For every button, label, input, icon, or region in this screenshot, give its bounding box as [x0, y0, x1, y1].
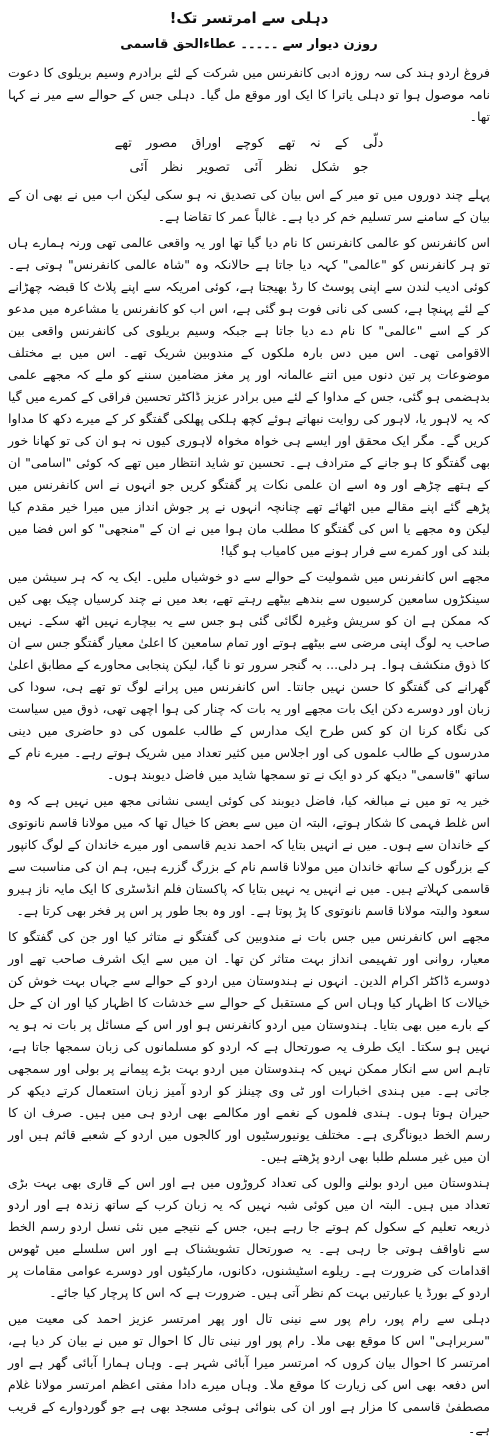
paragraph: ہندوستان میں اردو بولنے والوں کی تعداد کروڑوں میں ہے اور اس کے قاری بھی بہت بڑی تعداد میں ہیں۔ البتہ ان میں کوئی شبہ نہیں کہ یہ زبان کرب کے ساتھ زندہ ہے اور اردو ذریعہ تعلیم کے سکول کم ہوتے جا رہے ہیں، جس کے نتیجے میں نئی نسل اردو رسم الخط سے ناواقف ہوتی جا رہی ہے۔ یہ صورتحال تشویشناک ہے اور اس سلسلے میں ٹھوس اقدامات کی ضرورت ہے۔ ریلوے اسٹیشنوں، دکانوں، مارکیٹوں اور دوسرے عوامی مقامات پر اردو کے بورڈ یا عبارتیں بہت کم نظر آتی ہیں۔ ضرورت ہے کہ اس کا پرچار کیا جائے۔: [8, 1175, 490, 1300]
poem-line-1: دلّی کے نہ تھے کوچے اوراق مصور تھے: [114, 136, 384, 151]
byline: [8, 34, 490, 56]
paragraph: اس کانفرنس کو عالمی کانفرنس کا نام دیا گیا تھا اور یہ واقعی عالمی تھی ورنہ ہمارے ہاں تو ہر کانفرنس کو "عالمی" کہہ دیا جاتا ہے حالانکہ وہ "شاہ عالمی کانفرنس" ہوتی ہے۔ کوئی ادیب لندن سے اپنی پوسٹ کا رڈ بھیجتا ہے، کوئی امریکہ سے اپنے پلاٹ کا قبضہ چھڑانے کے لئے پہنچا ہے، کسی کی نانی فوت ہو گئی ہے، اس اب کو کانفرنس یا مشاعرہ میں مدعو کر کے اسے "عالمی" کا نام دے دیا جاتا ہے جبکہ وسیم بریلوی کی کانفرنس واقعی بین الاقوامی تھی۔ اس میں دس بارہ ملکوں کے مندوبین شریک تھے۔ اس میں بے مختلف موضوعات پر تین دنوں میں اتنے عالمانہ اور پر مغز مضامین سننے کو ملے کہ مجھے علمی بدہضمی ہو گئی، جس کے مداوا کے لئے میں برادر عزیز ڈاکٹر تحسین فراقی کے کمرے میں گیا کہ یہ لاہور یا، لاہور کی روایت نبھاتے ہوئے کچھ ہلکی پھلکی گفتگو کر کے میرے دکھ کا مداوا کریں گے۔ مگر ایک محقق اور ایسے ہی خواہ مخواہ لاہوری کیوں نہ ہو ان کی تو کھانا خور بھی گفتگو کا ہو جانے کے مترادف ہے۔ تحسین تو شاید انتظار میں تھے کہ کوئی "اسامی" ان کے ہتھے چڑھے اور وہ اسے ان علمی نکات پر گفتگو کریں جو انہوں نے اس کانفرنس میں پڑھے گئے اپنے مقالے میں اٹھائے تھے چنانچہ انہوں نے پر جوش انداز میں میرا خیر مقدم کیا لیکن وہ مجھے یا اس کی گفتگو کا مطلب مان ہوا میں نے ان کے "منجھی" کو اس فضا میں بلند کی اور کمرے سے فرار ہونے میں کامیاب ہو گیا!: [8, 235, 490, 558]
author-name: عطاءالحق قاسمی: [120, 37, 237, 52]
poem-line-2: جو شکل نظر آئی تصویر نظر آئی: [129, 160, 369, 175]
paragraph: مجھے اس کانفرنس میں شمولیت کے حوالے سے دو خوشیاں ملیں۔ ایک یہ کہ ہر سیشن میں سینکڑوں سامعین کرسیوں سے بندھے بیٹھے رہتے تھے، بعد میں نے چند کرسیاں چیک بھی کیں کہ ممکن ہے ان کو سریش وغیرہ لگائی گئی ہو جس سے یہ بیچارے نہیں اٹھ سکے۔ نہیں صاحب یہ لوگ اپنی مرضی سے بیٹھے ہوتے اور تمام سامعین کا اعلیٰ معیار گفتگو جس سے ان کا ذوق منکشف ہوا۔ ہر دلی... بہ گنجر سرور تو نا گیا، لیکن پنجابی محاورے کے مطابق اعلیٰ گھرانے کی گفتگو کا حسن نہیں جانتا۔ اس کانفرنس میں پرانے لوگ تو تھے ہی، سودا کی زبان اور دوسرے دکن ایک بات مجھے اور یہ بات کہ چنار کی ہوا اچھی تھی، ذوق میں سیاست کی نگاہ کرنا ان کو کس طرح ایک مدارس کے طالب علموں کی دو حاضری میں دینی مدرسوں کے طالب علموں کی اور اجلاس میں کثیر تعداد میں شریک ہوتے رہے۔ میرے نام کے ساتھ "قاسمی" دیکھ کر دو ایک نے تو سمجھا شاید میں فاضل دیوبند ہوں۔: [8, 569, 490, 782]
paragraph-intro: فروغ اردو ہند کی سہ روزہ ادبی کانفرنس میں شرکت کے لئے برادرم وسیم بریلوی کا دعوت نامہ موصول ہوا تو دہلی یاترا کا ایک اور موقع مل گیا۔ دہلی جس کے حوالے سے میر نے کہا تھا۔: [8, 65, 490, 124]
column-name: روزن دیوار سے: [282, 37, 378, 52]
paragraph: پہلے چند دوروں میں تو میر کے اس بیان کی تصدیق نہ ہو سکی لیکن اب میں نے بھی ان کے بیان کے سامنے سر تسلیم خم کر دیا ہے۔ غالباً عمر کا تقاضا ہے۔: [8, 187, 490, 224]
article-title: دہلی سے امرتسر تک!: [169, 9, 329, 27]
byline-separator: ۔۔۔۔۔: [240, 37, 279, 52]
poem-couplet: [8, 132, 490, 180]
paragraph: دہلی سے رام پور، رام پور سے نینی تال اور پھر امرتسر عزیز احمد کی معیت میں "سربراہی" اس کا موقع بھی ملا۔ رام پور اور نینی تال کا احوال تو میں نے بیان کر دیا ہے، امرتسر کا احوال بیان کروں کہ امرتسر میرا آبائی شہر ہے۔ وہاں ہمارا آبائی گھر ہے اور اس دفعہ بھی اس کی زیارت کا موقع ملا۔ وہاں میرے دادا مفتی اعظم امرتسر مولانا غلام مصطفیٰ قاسمی کا مزار ہے اور ان کی بنوائی ہوئی مسجد بھی ہے جو گوردوارے کے قریب ہے۔: [8, 1311, 490, 1436]
paragraph: خیر یہ تو میں نے مبالغہ کیا، فاضل دیوبند کی کوئی ایسی نشانی مجھ میں نہیں ہے کہ وہ اس غلط فہمی کا شکار ہوتے، البتہ ان میں سے بعض کا خیال تھا کہ میں مولانا قاسم نانوتوی کے خاندان سے ہوں۔ میں نے انہیں بتایا کہ احمد ندیم قاسمی اور میرے خاندان کے لوگ کانپور کے بزرگوں کے ساتھ خاندان میں مولانا قاسم نام کے بزرگ گزرے ہیں، ہم ان کی مناسبت سے قاسمی کہلاتے ہیں۔ میں نے انہیں یہ نہیں بتایا کہ پاکستان فلم انڈسٹری کا ایک مایہ ناز ہیرو سعود والبتہ مولانا قاسم نانوتوی کا پڑ پوتا ہے۔ اور وہ بجا طور پر اس پر فخر بھی کرتا ہے۔: [8, 793, 490, 918]
paragraph: مجھے اس کانفرنس میں جس بات نے مندوبین کی گفتگو نے متاثر کیا اور جن کی گفتگو کا معیار، روانی اور تفہیمی انداز بہت متاثر کن تھا۔ ان میں سے ایک اشرف صاحب تھے اور دوسرے ڈاکٹر اکرام الدین۔ انہوں نے ہندوستان میں اردو کے حوالے سے جہاں بہت خوش کن خیالات کا اظہار کیا وہاں اس کے مستقبل کے حوالے سے خدشات کا اظہار کیا اور ان کے حل کے بارے میں بھی بتایا۔ ہندوستان میں اردو کانفرنس ہو اور اس کے مسائل پر بات نہ ہو یہ نہیں ہو سکتا۔ ایک طرف یہ صورتحال ہے کہ اردو کو مسلمانوں کی زبان سمجھا جاتا ہے، تاہم اس سے انکار ممکن نہیں کہ ہندوستان میں اردو بہت بڑے پیمانے پر بولی اور سمجھی جاتی ہے۔ میں ہندی اخبارات اور ٹی وی چینلز کو اردو آمیز زبان استعمال کرتے دیکھ کر حیران ہوتا ہوں۔ ہندی فلموں کے نغمے اور مکالمے بھی اردو ہی میں ہیں۔ صرف ان کا رسم الخط دیوناگری ہے۔ مختلف یونیورسٹیوں اور کالجوں میں اردو کے شعبے قائم ہیں اور ان میں غیر مسلم طلبا بھی اردو پڑھتے ہیں۔: [8, 929, 490, 1164]
